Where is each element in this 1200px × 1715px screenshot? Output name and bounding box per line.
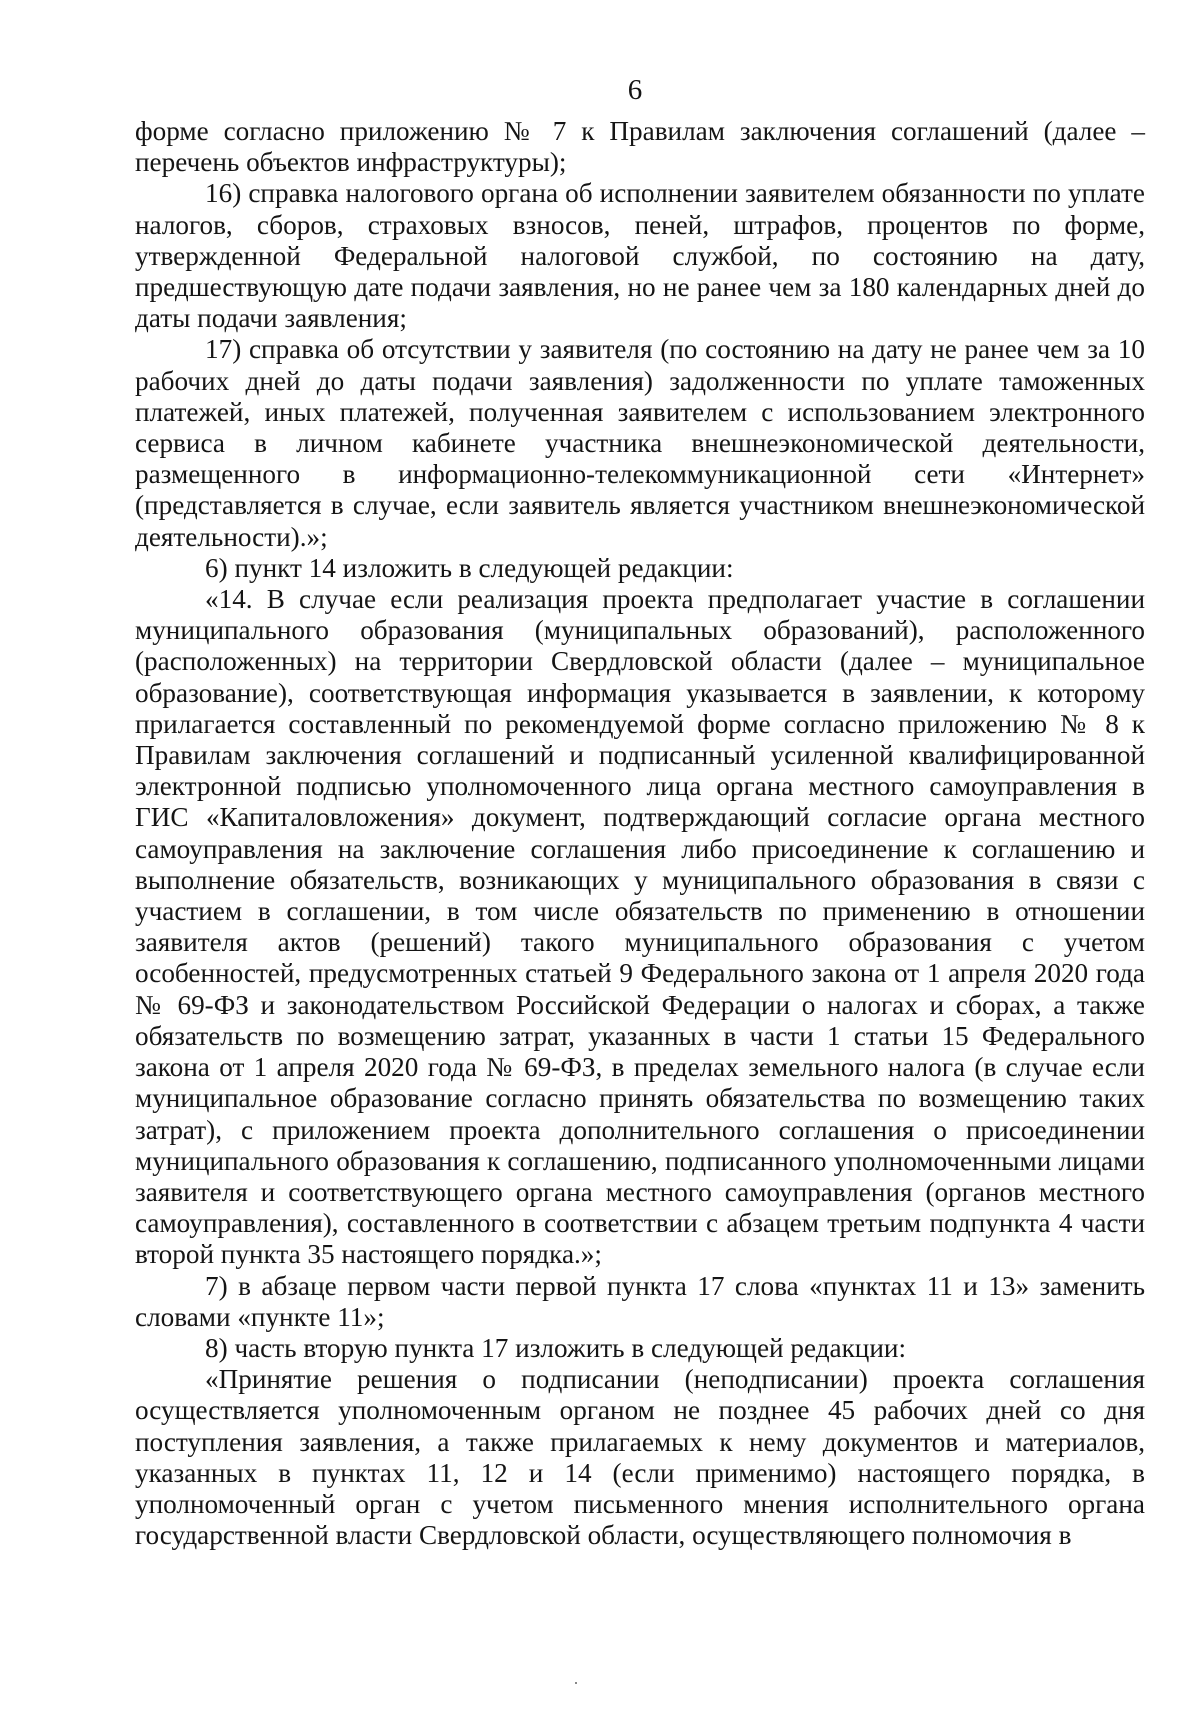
paragraph: «Принятие решения о подписании (неподписании) проекта соглашения осуществляется уполномоченным органом не позднее 45 рабочих дней со дня поступления заявления, а также прилагаемых к нему документов и материалов, указанных в пунктах 11, 12 и 14 (если применимо) настоящего порядка, в уполномоченный орган с учетом письменного мнения исполнительного органа государственной власти Свердловской области, осуществляющего полномочия в: [135, 1364, 1145, 1551]
scan-artifact: [575, 1682, 577, 1684]
paragraph: 17) справка об отсутствии у заявителя (по состоянию на дату не ранее чем за 10 рабочих дней до даты подачи заявления) задолженности по уплате таможенных платежей, иных платежей, полученная заявителем с использованием электронного сервиса в личном кабинете участника внешнеэкономической деятельности, размещенного в информационно-телекоммуникационной сети «Интернет» (представляется в случае, если заявитель является участником внешнеэкономической деятельности).»;: [135, 334, 1145, 552]
page-number: 6: [627, 74, 643, 106]
paragraph: форме согласно приложению № 7 к Правилам заключения соглашений (далее – перечень объектов инфраструктуры);: [135, 116, 1145, 178]
paragraph: 16) справка налогового органа об исполнении заявителем обязанности по уплате налогов, сборов, страховых взносов, пеней, штрафов, процентов по форме, утвержденной Федеральной налоговой службой, по состоянию на дату, предшествующую дате подачи заявления, но не ранее чем за 180 календарных дней до даты подачи заявления;: [135, 178, 1145, 334]
paragraph: 7) в абзаце первом части первой пункта 17 слова «пунктах 11 и 13» заменить словами «пункте 11»;: [135, 1270, 1145, 1332]
paragraph: 6) пункт 14 изложить в следующей редакции:: [205, 552, 734, 583]
paragraph: 8) часть вторую пункта 17 изложить в следующей редакции:: [205, 1332, 907, 1363]
paragraph: «14. В случае если реализация проекта предполагает участие в соглашении муниципального образования (муниципальных образований), расположенного (расположенных) на территории Свердловской области (далее – муниципальное образование), соответствующая информация указывается в заявлении, к которому прилагается составленный по рекомендуемой форме согласно приложению № 8 к Правилам заключения соглашений и подписанный усиленной квалифицированной электронной подписью уполномоченного лица органа местного самоуправления в ГИС «Капиталовложения» документ, подтверждающий согласие органа местного самоуправления на заключение соглашения либо присоединение к соглашению и выполнение обязательств, возникающих у муниципального образования в связи с участием в соглашении, в том числе обязательств по применению в отношении заявителя актов (решений) такого муниципального образования с учетом особенностей, предусмотренных статьей 9 Федерального закона от 1 апреля 2020 года № 69-ФЗ и законодательством Российской Федерации о налогах и сборах, а также обязательств по возмещению затрат, указанных в части 1 статьи 15 Федерального закона от 1 апреля 2020 года № 69-ФЗ, в пределах земельного налога (в случае если муниципальное образование согласно принять обязательства по возмещению таких затрат), с приложением проекта дополнительного соглашения о присоединении муниципального образования к соглашению, подписанного уполномоченными лицами заявителя и соответствующего органа местного самоуправления (органов местного самоуправления), составленного в соответствии с абзацем третьим подпункта 4 части второй пункта 35 настоящего порядка.»;: [135, 584, 1145, 1270]
document-body: [135, 116, 1145, 1551]
